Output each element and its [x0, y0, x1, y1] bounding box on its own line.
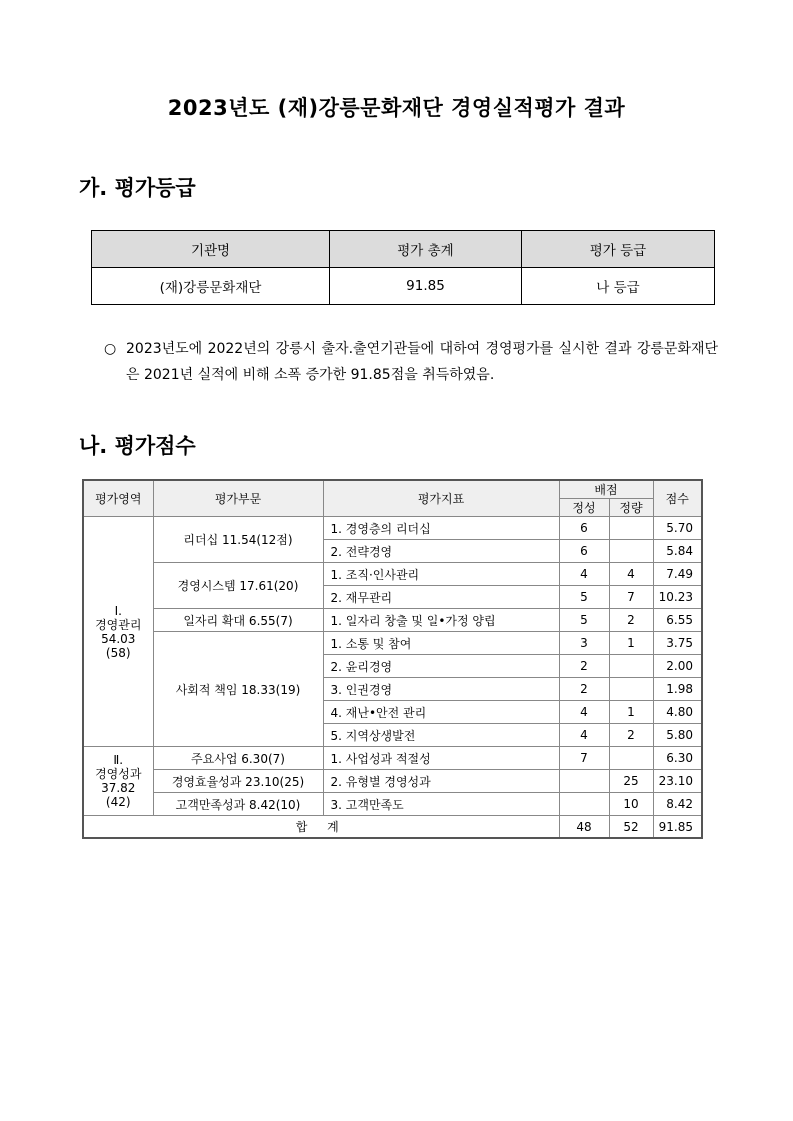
total-label: 합 계: [83, 816, 559, 839]
area-performance: [83, 747, 153, 816]
area-score: 37.82: [101, 781, 136, 795]
total-score: 91.85: [330, 268, 522, 305]
qual-value: 6: [559, 517, 609, 540]
score-value: 23.10: [653, 770, 702, 793]
total-quant: 52: [609, 816, 653, 839]
quant-value: 10: [609, 793, 653, 816]
qual-value: 7: [559, 747, 609, 770]
qual-value: 4: [559, 701, 609, 724]
org-name: (재)강릉문화재단: [92, 268, 330, 305]
area-management: [83, 517, 153, 747]
document-title: 2023년도 (재)강릉문화재단 경영실적평가 결과: [167, 96, 626, 120]
total-score-value: 91.85: [653, 816, 702, 839]
indicator: 3. 인권경영: [323, 678, 559, 701]
part-main-projects: 주요사업 6.30(7): [153, 747, 323, 770]
qual-value: 2: [559, 678, 609, 701]
indicator: 4. 재난•안전 관리: [323, 701, 559, 724]
indicator: 5. 지역상생발전: [323, 724, 559, 747]
part-social-responsibility: 사회적 책임 18.33(19): [153, 632, 323, 747]
header-part: 평가부문: [153, 480, 323, 517]
area-number: Ⅰ.: [114, 603, 122, 618]
area-max: (42): [105, 795, 131, 809]
result-remark: [104, 336, 718, 388]
indicator: 2. 윤리경영: [323, 655, 559, 678]
quant-value: [609, 747, 653, 770]
score-value: 5.80: [653, 724, 702, 747]
header-allot: 배점: [559, 480, 653, 499]
total-qual: 48: [559, 816, 609, 839]
quant-value: [609, 517, 653, 540]
score-value: 7.49: [653, 563, 702, 586]
header-score: 점수: [653, 480, 702, 517]
qual-value: 4: [559, 724, 609, 747]
indicator: 2. 전략경영: [323, 540, 559, 563]
part-customer-satisfaction: 고객만족성과 8.42(10): [153, 793, 323, 816]
part-management-system: 경영시스템 17.61(20): [153, 563, 323, 609]
grade-table: [91, 230, 715, 305]
qual-value: [559, 770, 609, 793]
grade-table-row: [92, 268, 715, 305]
section-heading-score: 나. 평가점수: [79, 434, 196, 458]
quant-value: [609, 678, 653, 701]
score-value: 8.42: [653, 793, 702, 816]
area-score: 54.03: [101, 631, 136, 646]
table-row: [83, 609, 702, 632]
quant-value: 4: [609, 563, 653, 586]
qual-value: [559, 793, 609, 816]
score-table-header: [83, 480, 702, 499]
total-row: [83, 816, 702, 839]
quant-value: [609, 540, 653, 563]
circle-bullet-icon: ○: [104, 341, 117, 357]
score-table: [82, 479, 703, 839]
table-row: [83, 747, 702, 770]
indicator: 1. 경영층의 리더십: [323, 517, 559, 540]
quant-value: 7: [609, 586, 653, 609]
quant-value: 1: [609, 632, 653, 655]
header-area: 평가영역: [83, 480, 153, 517]
indicator: 1. 소통 및 참여: [323, 632, 559, 655]
remark-text: 2023년도에 2022년의 강릉시 출자.출연기관들에 대하여 경영평가를 실시한 결과 강릉문화재단은 2021년 실적에 비해 소폭 증가한 91.85점을 취득하였음.: [126, 341, 718, 383]
qual-value: 4: [559, 563, 609, 586]
qual-value: 5: [559, 609, 609, 632]
header-quantitative: 정량: [609, 499, 653, 517]
qual-value: 2: [559, 655, 609, 678]
table-row: [83, 793, 702, 816]
quant-value: 1: [609, 701, 653, 724]
header-qualitative: 정성: [559, 499, 609, 517]
area-number: Ⅱ.: [113, 753, 124, 767]
area-name: 경영성과: [95, 767, 142, 781]
score-value: 6.30: [653, 747, 702, 770]
part-efficiency: 경영효율성과 23.10(25): [153, 770, 323, 793]
indicator: 1. 사업성과 적절성: [323, 747, 559, 770]
score-value: 5.84: [653, 540, 702, 563]
indicator: 2. 재무관리: [323, 586, 559, 609]
header-total: 평가 총계: [330, 231, 522, 268]
indicator: 1. 조직·인사관리: [323, 563, 559, 586]
quant-value: 25: [609, 770, 653, 793]
score-value: 4.80: [653, 701, 702, 724]
qual-value: 3: [559, 632, 609, 655]
score-value: 1.98: [653, 678, 702, 701]
header-grade: 평가 등급: [522, 231, 715, 268]
grade-table-header: [92, 231, 715, 268]
qual-value: 5: [559, 586, 609, 609]
section-heading-grade: 가. 평가등급: [79, 176, 196, 200]
header-org-name: 기관명: [92, 231, 330, 268]
indicator: 3. 고객만족도: [323, 793, 559, 816]
indicator: 2. 유형별 경영성과: [323, 770, 559, 793]
table-row: [83, 770, 702, 793]
part-leadership: 리더십 11.54(12점): [153, 517, 323, 563]
quant-value: 2: [609, 724, 653, 747]
quant-value: [609, 655, 653, 678]
table-row: [83, 632, 702, 655]
area-name: 경영관리: [95, 617, 142, 632]
score-value: 6.55: [653, 609, 702, 632]
score-value: 10.23: [653, 586, 702, 609]
quant-value: 2: [609, 609, 653, 632]
part-jobs: 일자리 확대 6.55(7): [153, 609, 323, 632]
score-value: 2.00: [653, 655, 702, 678]
grade-value: 나 등급: [522, 268, 715, 305]
header-indicator: 평가지표: [323, 480, 559, 517]
indicator: 1. 일자리 창출 및 일•가정 양립: [323, 609, 559, 632]
table-row: [83, 517, 702, 540]
area-max: (58): [105, 645, 131, 660]
table-row: [83, 563, 702, 586]
qual-value: 6: [559, 540, 609, 563]
score-value: 3.75: [653, 632, 702, 655]
score-value: 5.70: [653, 517, 702, 540]
